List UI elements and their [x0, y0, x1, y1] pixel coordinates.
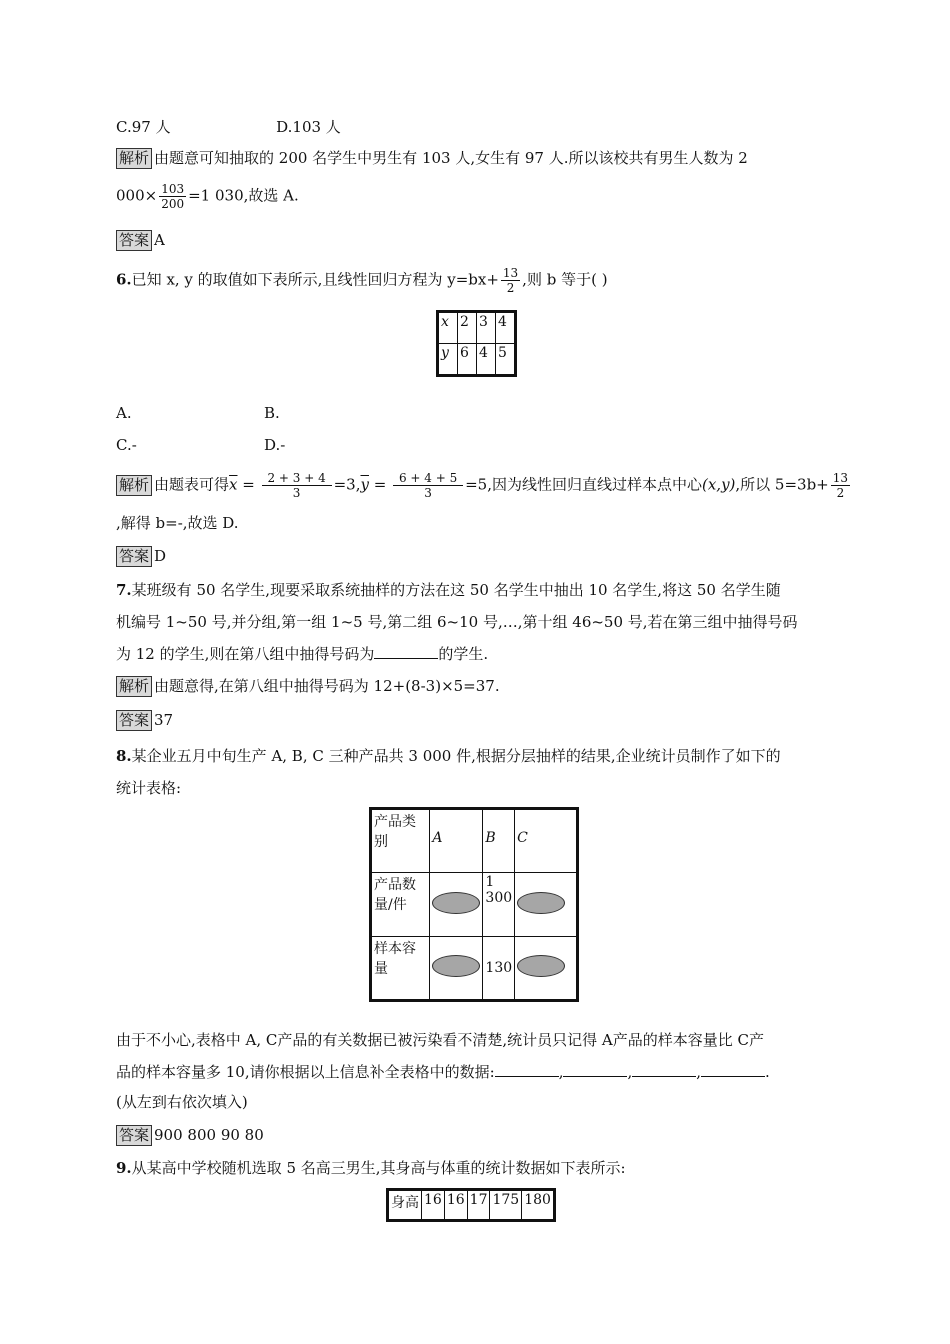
- question-number: 9.: [116, 1159, 132, 1177]
- question-number: 7.: [116, 581, 132, 599]
- smudge-icon: [517, 955, 565, 977]
- q8-answer: 答案 900 800 90 80: [116, 1124, 264, 1146]
- q5-options-cd: [116, 116, 341, 138]
- table-row: x 2 3 4: [438, 312, 516, 344]
- q6-analysis-line2: ,解得 b=-,故选 D.: [116, 514, 239, 532]
- option-c: C.-: [116, 436, 137, 454]
- question-number: 8.: [116, 747, 132, 765]
- q5-analysis-line1: 解析 由题意可知抽取的 200 名学生中男生有 103 人,女生有 97 人.所以该校共有男生人数为 2: [116, 147, 748, 169]
- fraction: $\frac{13}{2}$: [502, 266, 519, 295]
- answer-tag: 答案: [116, 710, 152, 731]
- q7-line2: 机编号 1~50 号,并分组,第一组 1~5 号,第二组 6~10 号,…,第十组 46~50 号,若在第三组中抽得号码: [116, 613, 798, 631]
- fraction: $\frac{103}{200}$: [161, 182, 185, 211]
- q8-paragraph-line3: (从左到右依次填入): [116, 1093, 248, 1111]
- q8-paragraph-line1: 由于不小心,表格中 A, C产品的有关数据已被污染看不清楚,统计员只记得 A产品的样本容量比 C产: [116, 1031, 764, 1049]
- q7-analysis: 解析 由题意得,在第八组中抽得号码为 12+(8-3)×5=37.: [116, 675, 500, 697]
- answer-blank: [563, 1062, 627, 1077]
- answer-blank: [495, 1062, 559, 1077]
- fraction: $\frac{2 + 3 + 4}{3}$: [262, 471, 332, 500]
- q6-xy-table: [436, 310, 517, 377]
- table-row: 产品类别 A B C: [371, 809, 578, 873]
- option-d: D.103 人: [276, 118, 341, 136]
- q8-line2: 统计表格:: [116, 779, 182, 797]
- q8-line1: 8.某企业五月中旬生产 A, B, C 三种产品共 3 000 件,根据分层抽样的结果,企业统计员制作了如下的: [116, 747, 781, 765]
- q9-height-table: [386, 1188, 556, 1222]
- q6-options-cd: [116, 434, 285, 456]
- q5-analysis-line2: 000× $\frac{103}{200}$ =1 030,故选 A.: [116, 182, 299, 211]
- option-d: D.-: [264, 436, 286, 454]
- q7-line1: 7.某班级有 50 名学生,现要采取系统抽样的方法在这 50 名学生中抽出 10 名学生,将这 50 名学生随: [116, 581, 781, 599]
- q8-product-table: [369, 807, 579, 1002]
- q6-options-ab: [116, 402, 280, 424]
- answer-blank: [374, 644, 438, 659]
- q8-paragraph-line2: 品的样本容量多 10,请你根据以上信息补全表格中的数据: , , , .: [116, 1063, 770, 1081]
- answer-blank: [701, 1062, 765, 1077]
- option-b: B.: [264, 404, 280, 422]
- table-row: y 6 4 5: [438, 344, 516, 376]
- smudge-icon: [517, 892, 565, 914]
- q6-answer: 答案 D: [116, 545, 166, 567]
- q7-answer: 答案 37: [116, 709, 173, 731]
- answer-tag: 答案: [116, 546, 152, 567]
- answer-blank: [632, 1062, 696, 1077]
- analysis-tag: 解析: [116, 475, 152, 496]
- fraction: $\frac{6 + 4 + 5}{3}$: [393, 471, 463, 500]
- answer-tag: 答案: [116, 1125, 152, 1146]
- answer-tag: 答案: [116, 230, 152, 251]
- smudge-icon: [432, 955, 480, 977]
- analysis-tag: 解析: [116, 148, 152, 169]
- q6-analysis-line1: 解析 由题表可得$\overline{x}$ = $\frac{2 + 3 + 4}{3}$ $=3,\overline{y}$ = $\frac{6 + 4 + 5}{3}$ =5,因为线性回归直线过样本点中心(x,y),所以 5=3b+ $\frac{13}{2}$: [116, 471, 852, 500]
- option-c: C.97 人: [116, 118, 171, 136]
- fraction: $\frac{13}{2}$: [832, 471, 849, 500]
- smudge-icon: [432, 892, 480, 914]
- analysis-tag: 解析: [116, 676, 152, 697]
- q6-stem: 6.已知 x, y 的取值如下表所示,且线性回归方程为 y=bx+ $\frac{13}{2}$ ,则 b 等于( ): [116, 266, 608, 295]
- option-a: A.: [116, 404, 132, 422]
- q7-line3: 为 12 的学生,则在第八组中抽得号码为 的学生.: [116, 645, 489, 663]
- table-row: 产品数量/件 1 300: [371, 873, 578, 937]
- q9-stem: 9.从某高中学校随机选取 5 名高三男生,其身高与体重的统计数据如下表所示:: [116, 1159, 626, 1177]
- q5-answer: 答案 A: [116, 229, 165, 251]
- table-row: 身高 16 16 17 175 180: [388, 1190, 555, 1221]
- table-row: 样本容量 130: [371, 937, 578, 1001]
- question-number: 6.: [116, 270, 132, 289]
